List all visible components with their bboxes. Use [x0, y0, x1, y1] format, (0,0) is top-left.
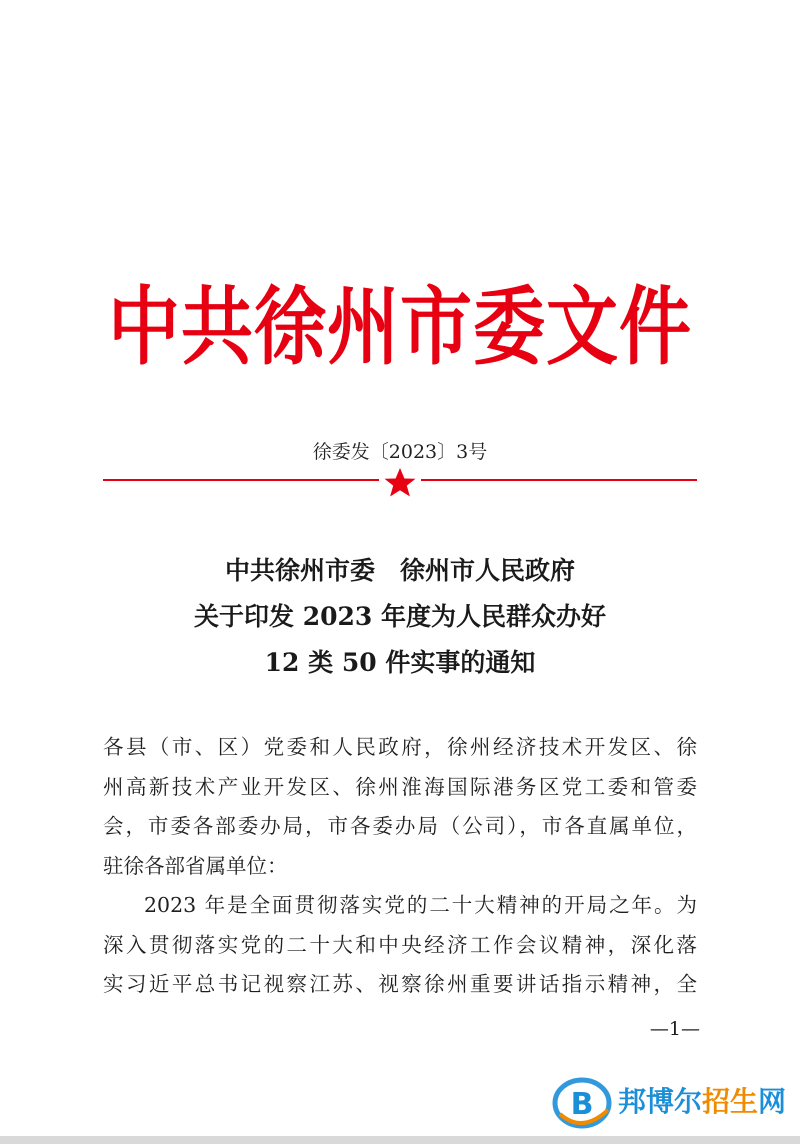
body-text — [103, 728, 697, 1005]
body-line: 2023 年是全面贯彻落实党的二十大精神的开局之年。为 — [144, 893, 697, 917]
body-line: 实习近平总书记视察江苏、视察徐州重要讲话指示精神，全 — [103, 972, 697, 996]
watermark-logo-icon — [552, 1074, 614, 1130]
body-line: 深入贯彻落实党的二十大和中央经济工作会议精神，深化落 — [103, 932, 697, 957]
logo-letter: B — [570, 1087, 594, 1122]
document-number: 徐委发〔2023〕3号 — [312, 441, 488, 463]
brand-part: 邦博尔 — [618, 1085, 703, 1118]
watermark — [552, 1074, 788, 1130]
brand-part: 招生 — [702, 1085, 759, 1118]
divider-line-with-star — [103, 467, 697, 501]
title-line: 关于印发 2023 年度为人民群众办好 — [194, 602, 606, 631]
body-line: 州高新技术产业开发区、徐州淮海国际港务区党工委和管委 — [103, 774, 697, 799]
brand-part: 网 — [758, 1085, 787, 1118]
masthead-title: 中共徐州市委文件 — [107, 277, 692, 377]
body-line: 会，市委各部委办局，市各委办局（公司），市各直属单位， — [103, 814, 697, 838]
body-line: 驻徐各部省属单位： — [103, 853, 288, 878]
red-divider — [103, 467, 697, 501]
page-number: —1— — [649, 1018, 700, 1040]
title-line: 12 类 50 件实事的通知 — [264, 648, 536, 677]
bottom-edge — [0, 1136, 800, 1144]
red-star-icon — [385, 468, 416, 497]
body-line: 各县（市、区）党委和人民政府，徐州经济技术开发区、徐 — [103, 735, 697, 759]
document-title — [0, 548, 800, 686]
title-line: 中共徐州市委 徐州市人民政府 — [224, 556, 575, 585]
watermark-brand — [618, 1083, 786, 1121]
